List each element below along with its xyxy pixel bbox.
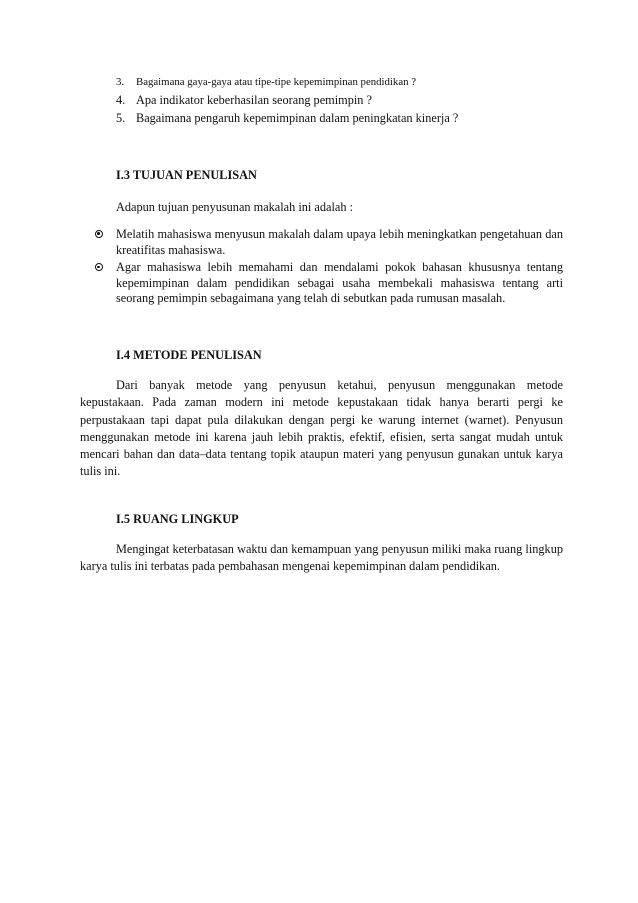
list-item-text: Apa indikator keberhasilan seorang pemimpin ? [136, 93, 372, 107]
list-item [95, 260, 563, 307]
bullet-text: Agar mahasiswa lebih memahami dan mendalami pokok bahasan khususnya tentang kepemimpinan dalam pendidikan sebagai usaha membekali mahasiswa tentang arti seorang pemimpin sebagaimana yang telah di sebutkan pada rumusan masalah. [116, 260, 563, 306]
list-item-text: Bagaimana gaya-gaya atau tipe-tipe kepemimpinan pendidikan ? [136, 76, 417, 88]
list-item [95, 227, 563, 258]
section-heading-tujuan: I.3 TUJUAN PENULISAN [116, 168, 257, 182]
list-item-text: Bagaimana pengaruh kepemimpinan dalam peningkatan kinerja ? [136, 111, 459, 125]
section-paragraph-metode: Dari banyak metode yang penyusun ketahui, penyusun menggunakan metode kepustakaan. Pada zaman modern ini metode kepustakaan tidak hanya berarti pergi ke perpustakaan tapi dapat pula dilakukan dengan pergi ke warung internet (warnet). Penyusun menggunakan metode ini karena jauh lebih praktis, efektif, efisien, serta sangat mudah untuk mencari bahan dan data–data tentang topik ataupun materi yang penyusun gunakan untuk karya tulis ini. [80, 378, 563, 479]
question-list [116, 73, 576, 127]
list-item [116, 109, 576, 127]
list-number: 5. [116, 111, 126, 125]
list-number: 4. [116, 93, 126, 107]
goal-bullet-list [95, 227, 563, 309]
list-number: 3. [116, 76, 125, 88]
bullet-text: Melatih mahasiswa menyusun makalah dalam upaya lebih meningkatkan pengetahuan dan kreatifitas mahasiswa. [116, 227, 563, 257]
section-intro: Adapun tujuan penyusunan makalah ini adalah : [116, 200, 353, 214]
bullet-icon [95, 230, 103, 238]
list-item [116, 73, 576, 91]
bullet-icon [95, 263, 103, 271]
section-paragraph-ruang: Mengingat keterbatasan waktu dan kemampuan yang penyusun miliki maka ruang lingkup karya tulis ini terbatas pada pembahasan mengenai kepemimpinan dalam pendidikan. [80, 542, 563, 574]
section-heading-ruang: I.5 RUANG LINGKUP [116, 512, 239, 526]
section-heading-metode: I.4 METODE PENULISAN [116, 348, 262, 362]
list-item [116, 91, 576, 109]
